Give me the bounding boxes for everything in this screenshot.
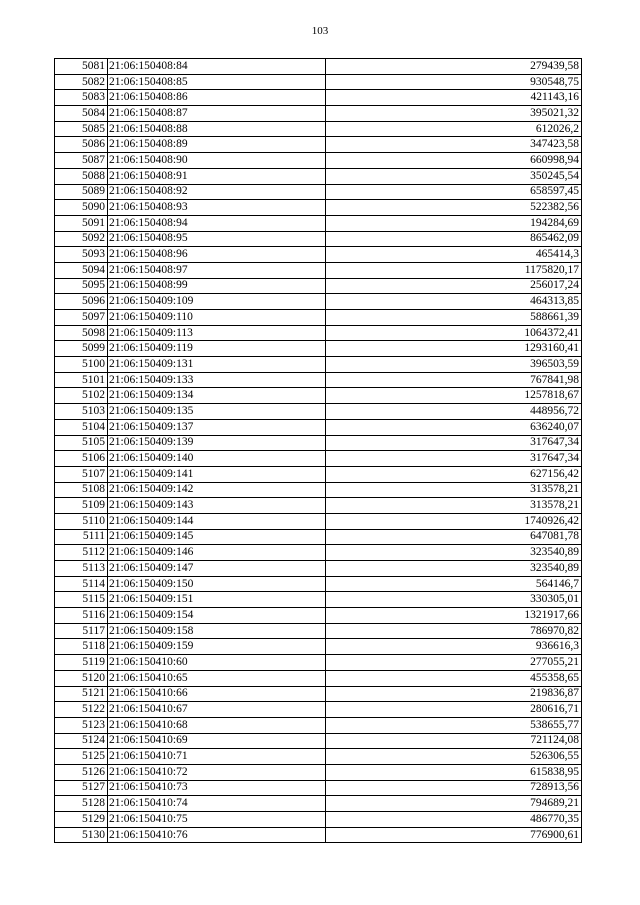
cadastral-number-cell: 21:06:150408:88 — [108, 121, 326, 137]
row-number-cell: 5119 — [55, 655, 108, 671]
cadastral-number-cell: 21:06:150409:113 — [108, 325, 326, 341]
cadastral-number-cell: 21:06:150409:135 — [108, 404, 326, 420]
value-cell: 330305,01 — [326, 592, 582, 608]
row-number-cell: 5105 — [55, 435, 108, 451]
row-number-cell: 5091 — [55, 215, 108, 231]
value-cell: 1740926,42 — [326, 513, 582, 529]
table-row — [55, 310, 582, 326]
value-cell: 486770,35 — [326, 812, 582, 828]
row-number-cell: 5118 — [55, 639, 108, 655]
cadastral-number-cell: 21:06:150410:71 — [108, 749, 326, 765]
table-row — [55, 90, 582, 106]
row-number-cell: 5097 — [55, 310, 108, 326]
cadastral-number-cell: 21:06:150408:93 — [108, 200, 326, 216]
value-cell: 317647,34 — [326, 451, 582, 467]
row-number-cell: 5101 — [55, 372, 108, 388]
row-number-cell: 5104 — [55, 419, 108, 435]
page-number: 103 — [311, 25, 329, 37]
table-row — [55, 466, 582, 482]
value-cell: 350245,54 — [326, 168, 582, 184]
cadastral-number-cell: 21:06:150410:68 — [108, 717, 326, 733]
row-number-cell: 5103 — [55, 404, 108, 420]
value-cell: 728913,56 — [326, 780, 582, 796]
cadastral-number-cell: 21:06:150409:147 — [108, 561, 326, 577]
table-row — [55, 357, 582, 373]
table-row — [55, 749, 582, 765]
table-row — [55, 576, 582, 592]
table-row — [55, 498, 582, 514]
row-number-cell: 5082 — [55, 74, 108, 90]
cadastral-number-cell: 21:06:150410:76 — [108, 827, 326, 843]
cadastral-number-cell: 21:06:150409:151 — [108, 592, 326, 608]
row-number-cell: 5124 — [55, 733, 108, 749]
table-row — [55, 812, 582, 828]
cadastral-number-cell: 21:06:150409:134 — [108, 388, 326, 404]
value-cell: 658597,45 — [326, 184, 582, 200]
cadastral-number-cell: 21:06:150409:146 — [108, 545, 326, 561]
row-number-cell: 5102 — [55, 388, 108, 404]
row-number-cell: 5130 — [55, 827, 108, 843]
table-row — [55, 388, 582, 404]
row-number-cell: 5112 — [55, 545, 108, 561]
table-row — [55, 153, 582, 169]
value-cell: 219836,87 — [326, 686, 582, 702]
row-number-cell: 5123 — [55, 717, 108, 733]
row-number-cell: 5122 — [55, 702, 108, 718]
row-number-cell: 5125 — [55, 749, 108, 765]
table-row — [55, 513, 582, 529]
row-number-cell: 5129 — [55, 812, 108, 828]
table-row — [55, 733, 582, 749]
row-number-cell: 5121 — [55, 686, 108, 702]
value-cell: 465414,3 — [326, 247, 582, 263]
cadastral-number-cell: 21:06:150410:75 — [108, 812, 326, 828]
value-cell: 794689,21 — [326, 796, 582, 812]
cadastral-number-cell: 21:06:150408:84 — [108, 59, 326, 75]
cadastral-number-cell: 21:06:150408:94 — [108, 215, 326, 231]
table-row — [55, 686, 582, 702]
table-row — [55, 404, 582, 420]
value-cell: 612026,2 — [326, 121, 582, 137]
row-number-cell: 5114 — [55, 576, 108, 592]
row-number-cell: 5081 — [55, 59, 108, 75]
row-number-cell: 5095 — [55, 278, 108, 294]
table-row — [55, 137, 582, 153]
value-cell: 1293160,41 — [326, 341, 582, 357]
table-row — [55, 764, 582, 780]
table-row — [55, 655, 582, 671]
row-number-cell: 5096 — [55, 294, 108, 310]
table-row — [55, 247, 582, 263]
table-row — [55, 106, 582, 122]
value-cell: 1257818,67 — [326, 388, 582, 404]
value-cell: 323540,89 — [326, 545, 582, 561]
value-cell: 776900,61 — [326, 827, 582, 843]
table-row — [55, 372, 582, 388]
cadastral-number-cell: 21:06:150409:145 — [108, 529, 326, 545]
value-cell: 647081,78 — [326, 529, 582, 545]
cadastral-number-cell: 21:06:150409:131 — [108, 357, 326, 373]
cadastral-number-cell: 21:06:150408:91 — [108, 168, 326, 184]
row-number-cell: 5115 — [55, 592, 108, 608]
value-cell: 588661,39 — [326, 310, 582, 326]
table-row — [55, 74, 582, 90]
cadastral-number-cell: 21:06:150408:97 — [108, 262, 326, 278]
value-cell: 279439,58 — [326, 59, 582, 75]
row-number-cell: 5092 — [55, 231, 108, 247]
value-cell: 194284,69 — [326, 215, 582, 231]
value-cell: 280616,71 — [326, 702, 582, 718]
row-number-cell: 5086 — [55, 137, 108, 153]
table-row — [55, 451, 582, 467]
value-cell: 421143,16 — [326, 90, 582, 106]
table-body — [55, 59, 582, 843]
cadastral-number-cell: 21:06:150409:159 — [108, 639, 326, 655]
value-cell: 636240,07 — [326, 419, 582, 435]
value-cell: 323540,89 — [326, 561, 582, 577]
value-cell: 538655,77 — [326, 717, 582, 733]
cadastral-number-cell: 21:06:150409:143 — [108, 498, 326, 514]
value-cell: 615838,95 — [326, 764, 582, 780]
row-number-cell: 5107 — [55, 466, 108, 482]
row-number-cell: 5083 — [55, 90, 108, 106]
row-number-cell: 5128 — [55, 796, 108, 812]
row-number-cell: 5120 — [55, 670, 108, 686]
value-cell: 277055,21 — [326, 655, 582, 671]
row-number-cell: 5127 — [55, 780, 108, 796]
value-cell: 256017,24 — [326, 278, 582, 294]
value-cell: 627156,42 — [326, 466, 582, 482]
value-cell: 347423,58 — [326, 137, 582, 153]
row-number-cell: 5116 — [55, 608, 108, 624]
value-cell: 767841,98 — [326, 372, 582, 388]
cadastral-number-cell: 21:06:150409:142 — [108, 482, 326, 498]
value-cell: 786970,82 — [326, 623, 582, 639]
row-number-cell: 5108 — [55, 482, 108, 498]
table-row — [55, 168, 582, 184]
table-row — [55, 278, 582, 294]
row-number-cell: 5117 — [55, 623, 108, 639]
table-row — [55, 592, 582, 608]
table-row — [55, 639, 582, 655]
table-row — [55, 529, 582, 545]
table-row — [55, 670, 582, 686]
row-number-cell: 5099 — [55, 341, 108, 357]
row-number-cell: 5126 — [55, 764, 108, 780]
table-row — [55, 702, 582, 718]
row-number-cell: 5106 — [55, 451, 108, 467]
table-row — [55, 341, 582, 357]
value-cell: 317647,34 — [326, 435, 582, 451]
table-row — [55, 184, 582, 200]
value-cell: 1175820,17 — [326, 262, 582, 278]
value-cell: 313578,21 — [326, 498, 582, 514]
cadastral-number-cell: 21:06:150409:137 — [108, 419, 326, 435]
value-cell: 564146,7 — [326, 576, 582, 592]
value-cell: 1321917,66 — [326, 608, 582, 624]
row-number-cell: 5090 — [55, 200, 108, 216]
row-number-cell: 5098 — [55, 325, 108, 341]
value-cell: 448956,72 — [326, 404, 582, 420]
value-cell: 526306,55 — [326, 749, 582, 765]
cadastral-number-cell: 21:06:150410:67 — [108, 702, 326, 718]
table-row — [55, 59, 582, 75]
cadastral-number-cell: 21:06:150408:85 — [108, 74, 326, 90]
cadastral-number-cell: 21:06:150410:74 — [108, 796, 326, 812]
row-number-cell: 5111 — [55, 529, 108, 545]
cadastral-number-cell: 21:06:150409:109 — [108, 294, 326, 310]
table-row — [55, 121, 582, 137]
row-number-cell: 5113 — [55, 561, 108, 577]
table-row — [55, 827, 582, 843]
table-row — [55, 717, 582, 733]
cadastral-number-cell: 21:06:150409:140 — [108, 451, 326, 467]
row-number-cell: 5084 — [55, 106, 108, 122]
value-cell: 464313,85 — [326, 294, 582, 310]
table-row — [55, 419, 582, 435]
table-row — [55, 545, 582, 561]
value-cell: 522382,56 — [326, 200, 582, 216]
cadastral-number-cell: 21:06:150409:158 — [108, 623, 326, 639]
row-number-cell: 5085 — [55, 121, 108, 137]
row-number-cell: 5110 — [55, 513, 108, 529]
cadastral-number-cell: 21:06:150409:133 — [108, 372, 326, 388]
value-cell: 721124,08 — [326, 733, 582, 749]
row-number-cell: 5087 — [55, 153, 108, 169]
cadastral-number-cell: 21:06:150409:110 — [108, 310, 326, 326]
cadastral-number-cell: 21:06:150408:90 — [108, 153, 326, 169]
value-cell: 395021,32 — [326, 106, 582, 122]
value-cell: 313578,21 — [326, 482, 582, 498]
table-row — [55, 262, 582, 278]
data-table — [54, 58, 582, 843]
table-row — [55, 780, 582, 796]
table-row — [55, 231, 582, 247]
row-number-cell: 5093 — [55, 247, 108, 263]
cadastral-number-cell: 21:06:150409:150 — [108, 576, 326, 592]
cadastral-number-cell: 21:06:150410:66 — [108, 686, 326, 702]
cadastral-number-cell: 21:06:150408:99 — [108, 278, 326, 294]
row-number-cell: 5088 — [55, 168, 108, 184]
cadastral-number-cell: 21:06:150409:139 — [108, 435, 326, 451]
cadastral-number-cell: 21:06:150410:65 — [108, 670, 326, 686]
row-number-cell: 5100 — [55, 357, 108, 373]
table-row — [55, 561, 582, 577]
value-cell: 1064372,41 — [326, 325, 582, 341]
value-cell: 936616,3 — [326, 639, 582, 655]
table-row — [55, 482, 582, 498]
row-number-cell: 5094 — [55, 262, 108, 278]
cadastral-number-cell: 21:06:150408:95 — [108, 231, 326, 247]
cadastral-number-cell: 21:06:150410:69 — [108, 733, 326, 749]
cadastral-number-cell: 21:06:150410:60 — [108, 655, 326, 671]
table-row — [55, 325, 582, 341]
table-row — [55, 623, 582, 639]
row-number-cell: 5089 — [55, 184, 108, 200]
value-cell: 660998,94 — [326, 153, 582, 169]
cadastral-number-cell: 21:06:150409:119 — [108, 341, 326, 357]
table-row — [55, 435, 582, 451]
cadastral-number-cell: 21:06:150408:92 — [108, 184, 326, 200]
cadastral-number-cell: 21:06:150408:86 — [108, 90, 326, 106]
table-row — [55, 200, 582, 216]
cadastral-number-cell: 21:06:150408:96 — [108, 247, 326, 263]
table-row — [55, 294, 582, 310]
value-cell: 930548,75 — [326, 74, 582, 90]
cadastral-number-cell: 21:06:150409:144 — [108, 513, 326, 529]
value-cell: 865462,09 — [326, 231, 582, 247]
cadastral-number-cell: 21:06:150410:72 — [108, 764, 326, 780]
cadastral-number-cell: 21:06:150409:141 — [108, 466, 326, 482]
table-row — [55, 796, 582, 812]
row-number-cell: 5109 — [55, 498, 108, 514]
table-row — [55, 215, 582, 231]
cadastral-number-cell: 21:06:150410:73 — [108, 780, 326, 796]
value-cell: 455358,65 — [326, 670, 582, 686]
cadastral-number-cell: 21:06:150408:87 — [108, 106, 326, 122]
cadastral-number-cell: 21:06:150409:154 — [108, 608, 326, 624]
cadastral-number-cell: 21:06:150408:89 — [108, 137, 326, 153]
value-cell: 396503,59 — [326, 357, 582, 373]
table-row — [55, 608, 582, 624]
